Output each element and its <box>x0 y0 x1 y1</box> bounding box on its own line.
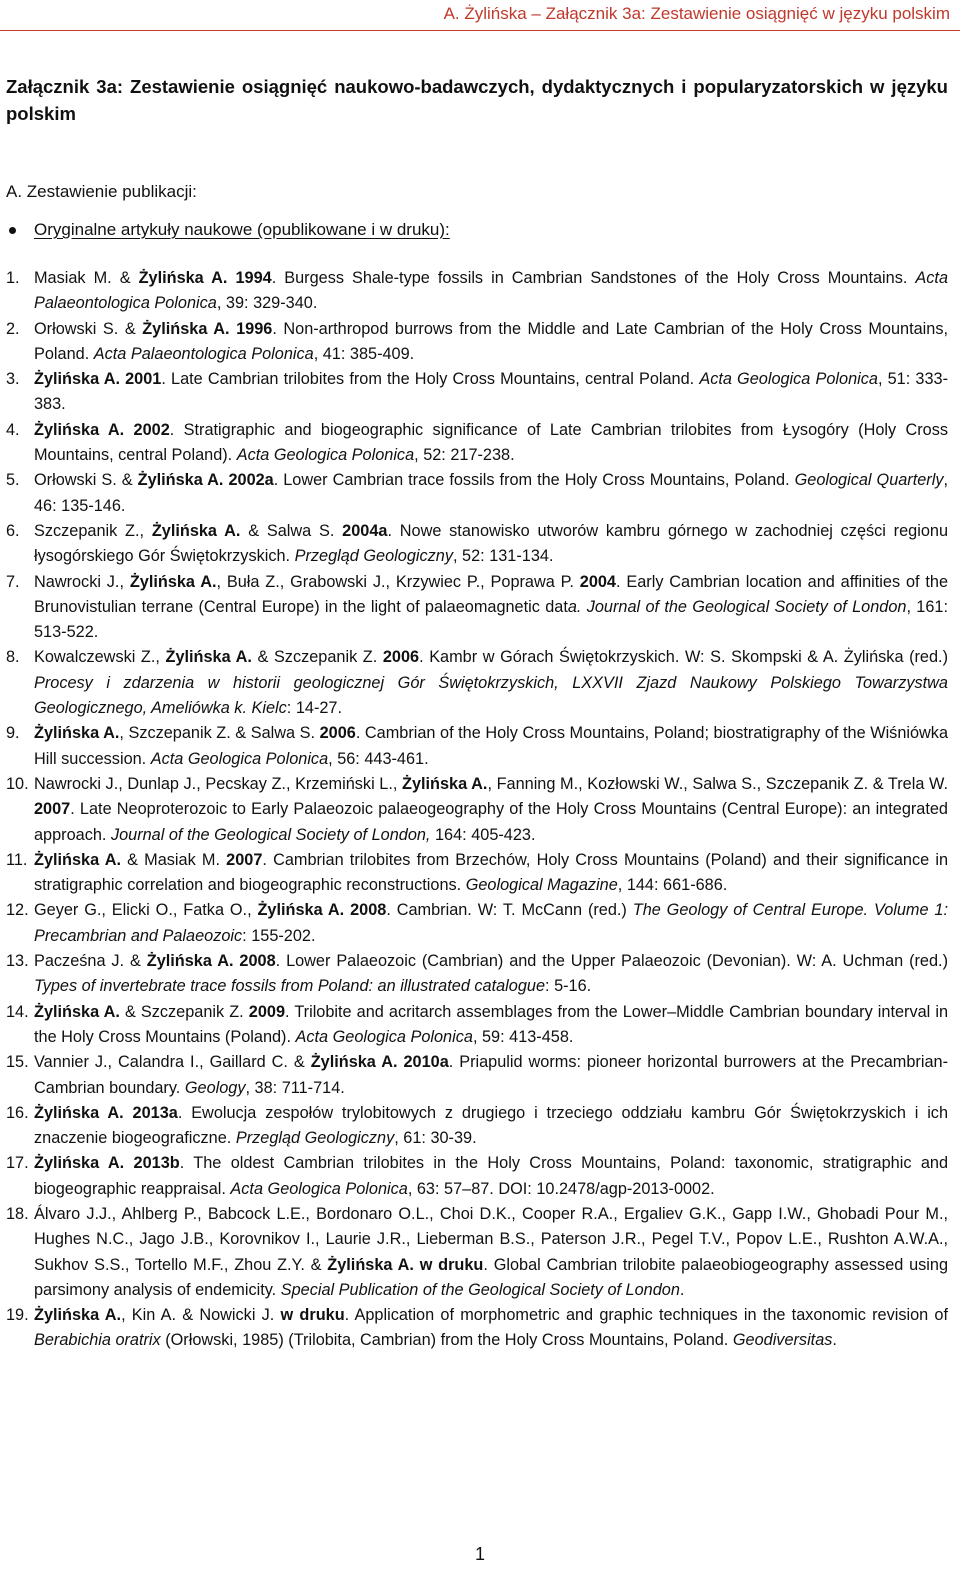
citation-segment: (Orłowski, 1985) (Trilobita, Cambrian) from the Holy Cross Mountains, Poland. <box>160 1331 733 1350</box>
publication-number: 11. <box>6 850 28 869</box>
citation-segment: , 39: 329-340. <box>216 294 318 313</box>
citation-segment: 2013b <box>133 1154 180 1173</box>
page-number: 1 <box>474 1544 485 1564</box>
citation-segment: Żylińska A. <box>129 572 217 591</box>
citation-segment: . Late Cambrian trilobites from the Holy Cross Mountains, central Poland. <box>161 370 700 389</box>
citation-segment: . Application of morphometric and graphic techniques in the taxonomic revision of <box>344 1306 948 1325</box>
publication-number: 8. <box>6 648 20 667</box>
publication-citation <box>34 1101 948 1152</box>
publication-item <box>6 848 948 899</box>
citation-segment: Acta Geologica Polonica <box>295 1027 473 1046</box>
citation-segment: 1996 <box>236 319 273 338</box>
citation-segment: . Cambrian of the Holy Cross Mountains, Poland; biostratigraphy of the Wiśniówka Hill succession. <box>34 724 949 768</box>
citation-segment: , 63: 57–87. DOI: 10.2478/agp-2013-0002. <box>407 1179 715 1198</box>
citation-segment: Żylińska A. <box>257 901 345 920</box>
citation-segment: , 144: 661-686. <box>617 876 728 895</box>
publication-citation <box>34 468 948 519</box>
publication-citation <box>34 367 948 418</box>
publication-item <box>6 1202 948 1303</box>
citation-segment: Żylińska A. <box>34 420 125 439</box>
citation-segment: 2004a <box>342 521 388 540</box>
publication-item <box>6 1151 948 1202</box>
publication-item <box>6 367 948 418</box>
citation-segment: . Ewolucja zespołów trylobitowych z drugiego i trzeciego oddziału kambru Gór Świętokrzyskich i ich znaczenie biogeograficzne. <box>34 1103 949 1148</box>
publication-number: 14. <box>6 1002 29 1021</box>
citation-segment: Żylińska A. <box>34 1154 125 1173</box>
publication-number: 7. <box>6 572 20 591</box>
citation-segment: . Early Cambrian location and affinities of the Brunovistulian terrane (Central Europe) in the light of palaeomagnetic dat <box>34 572 949 616</box>
publication-number: 1. <box>6 269 20 287</box>
citation-segment: . <box>832 1331 837 1350</box>
citation-segment: 2008 <box>239 952 276 971</box>
publication-number: 19. <box>6 1306 29 1325</box>
citation-segment: 2002a <box>228 471 274 490</box>
citation-segment: 2007 <box>226 850 263 869</box>
publication-number: 13. <box>6 952 29 971</box>
bullet-dot-icon <box>9 227 16 234</box>
citation-segment: Orłowski S. & <box>34 319 143 338</box>
publication-citation <box>34 1151 948 1202</box>
citation-segment: . Lower Cambrian trace fossils from the Holy Cross Mountains, Poland. <box>273 471 795 490</box>
citation-segment: Żylińska A. <box>34 1002 120 1021</box>
publication-citation <box>34 898 948 949</box>
citation-segment: , 161: 513-522. <box>34 597 948 642</box>
citation-segment: 2008 <box>350 901 387 920</box>
citation-segment <box>124 421 133 439</box>
publication-item <box>6 418 948 469</box>
citation-segment: Szczepanik Z., <box>34 521 152 540</box>
citation-segment: w druku <box>419 1255 484 1274</box>
citation-segment: Nawrocki J., <box>34 572 130 591</box>
publication-number: 6. <box>6 521 20 540</box>
citation-segment: Acta Geologica Polonica <box>230 1179 408 1198</box>
citation-segment: . Lower Palaeozoic (Cambrian) and the Upper Palaeozoic (Devonian). W: A. Uchman (red.) <box>275 952 948 971</box>
publication-number: 4. <box>6 420 20 439</box>
publication-item <box>6 468 948 519</box>
publication-number: 16. <box>6 1103 29 1122</box>
publication-item <box>6 519 948 570</box>
publication-item <box>6 721 948 772</box>
citation-segment: , 59: 413-458. <box>472 1027 574 1046</box>
citation-segment: , 51: 333-383. <box>34 370 948 414</box>
publication-item <box>6 1000 948 1051</box>
citation-segment: 164: 405-423. <box>430 825 536 844</box>
citation-segment: , Fanning M., Kozłowski W., Salwa S., Szczepanik Z. & Trela W. <box>487 774 949 793</box>
citation-segment: Przegląd Geologiczny <box>294 547 453 566</box>
citation-segment: Masiak M. & <box>34 269 139 287</box>
publication-item <box>6 645 948 721</box>
citation-segment: Acta Geologica Polonica <box>699 370 878 389</box>
citation-segment: Żylińska A. <box>142 319 230 338</box>
publication-citation <box>34 1202 948 1303</box>
publication-citation <box>34 317 948 368</box>
citation-segment: . Late Neoproterozoic to Early Palaeozoic palaeogeography of the Holy Cross Mountains (Central Europe): an integrated approach. <box>34 800 948 844</box>
citation-segment: Żylińska A. <box>327 1255 414 1274</box>
citation-segment: , 56: 443-461. <box>328 749 429 768</box>
publication-citation <box>34 570 948 646</box>
citation-segment: Special Publication of the Geological Society of London <box>280 1280 680 1299</box>
citation-segment: Types of invertebrate trace fossils from Poland: an illustrated catalogue <box>34 977 546 996</box>
citation-segment: 2001 <box>125 370 162 389</box>
citation-segment: & Salwa S. <box>240 521 343 540</box>
citation-segment: . <box>679 1280 685 1299</box>
citation-segment: Álvaro J.J., Ahlberg P., Babcock L.E., Bordonaro O.L., Choi D.K., Cooper R.A., Ergaliev G.K., Gapp I.W., Ghobadi Pour M., Hughes N.C., Jago J.B., Korovnikov I., Laurie J.R., Lieberman B.S., Paterson J.R., Pegel T.V., Popov L.E., Rushton A.W.A., Sukhov S.S., Tortello M.F., Zhou Z.Y. & <box>34 1204 948 1274</box>
citation-segment: Żylińska A. <box>34 850 121 869</box>
publication-citation <box>34 1050 948 1101</box>
citation-segment: Żylińska A. <box>310 1053 398 1072</box>
citation-segment: Żylińska A. <box>165 648 252 667</box>
citation-segment: Acta Palaeontologica Polonica <box>93 344 314 363</box>
publication-item <box>6 1050 948 1101</box>
publication-item <box>6 570 948 646</box>
citation-segment: . Stratigraphic and biogeographic significance of Late Cambrian trilobites from Łysogóry (Holy Cross Mountains, central Poland). <box>34 420 948 465</box>
citation-segment: , 41: 385-409. <box>313 344 415 363</box>
citation-segment: : 14-27. <box>286 699 342 718</box>
citation-segment: Geodiversitas <box>732 1331 833 1350</box>
citation-segment: , 61: 30-39. <box>394 1129 477 1148</box>
publication-citation <box>34 1303 948 1354</box>
citation-segment: , 38: 711-714. <box>245 1078 345 1097</box>
citation-segment: . Trilobite and acritarch assemblages from the Lower–Middle Cambrian boundary interval in the Holy Cross Mountains (Poland). <box>34 1002 949 1046</box>
citation-segment: 2013a <box>132 1103 178 1122</box>
citation-segment: Żylińska A. <box>34 1103 124 1122</box>
citation-segment: Żylińska A. <box>34 1306 122 1325</box>
citation-segment: , 46: 135-146. <box>34 471 949 515</box>
publication-item <box>6 1303 948 1354</box>
citation-segment: w druku <box>280 1306 345 1325</box>
citation-segment: 2002 <box>133 420 170 439</box>
publication-number: 5. <box>6 471 20 490</box>
citation-segment: . Nowe stanowisko utworów kambru górnego w zachodniej części regionu łysogórskiego Gór Świętokrzyskich. <box>34 521 948 566</box>
citation-segment: . Cambrian trilobites from Brzechów, Holy Cross Mountains (Poland) and their significance in stratigraphic correlation and biogeographic reconstructions. <box>34 850 948 895</box>
citation-segment: : 5-16. <box>545 977 592 996</box>
citation-segment: , Szczepanik Z. & Salwa S. <box>119 724 320 743</box>
publication-citation <box>34 1000 948 1051</box>
publication-citation <box>34 721 948 772</box>
citation-segment: 2007 <box>34 800 71 819</box>
citation-segment: Acta Geologica Polonica <box>150 749 329 768</box>
citation-segment: . Priapulid worms: pioneer horizontal burrowers at the Precambrian-Cambrian boundary. <box>34 1053 948 1097</box>
publication-citation <box>34 266 948 317</box>
citation-segment: Żylińska A. <box>138 269 228 287</box>
document-title: Załącznik 3a: Zestawienie osiągnięć naukowo-badawczych, dydaktycznych i popularyzatorskich w języku polskim <box>6 76 948 124</box>
citation-segment: Żylińska A. <box>151 521 241 540</box>
citation-segment: , Kin A. & Nowicki J. <box>121 1306 281 1325</box>
citation-segment: 1994 <box>235 269 272 287</box>
citation-segment: Żylińska A. <box>34 724 120 743</box>
citation-segment: Acta Geologica Polonica <box>236 446 415 465</box>
publication-number: 12. <box>6 901 29 920</box>
citation-segment: & Szczepanik Z. <box>119 1002 249 1021</box>
citation-segment: 2006 <box>319 724 356 743</box>
citation-segment: Procesy i zdarzenia w historii geologicznej Gór Świętokrzyskich, LXXVII Zjazd Naukowy Polskiego Towarzystwa Geologicznego, Ameliówka k. Kielc <box>34 673 948 718</box>
citation-segment: Kowalczewski Z., <box>34 648 166 667</box>
citation-segment: . Kambr w Górach Świętokrzyskich. W: S. Skompski & A. Żylińska (red.) <box>419 648 948 667</box>
citation-segment: Berabichia oratrix <box>34 1331 161 1350</box>
publication-number: 3. <box>6 370 20 389</box>
citation-segment: a. Journal of the Geological Society of London <box>567 597 907 616</box>
citation-segment: 2009 <box>248 1002 286 1021</box>
citation-segment: . Non-arthropod burrows from the Middle and Late Cambrian of the Holy Cross Mountains, Poland. <box>34 319 949 363</box>
section-heading: A. Zestawienie publikacji: <box>6 182 197 201</box>
publication-citation <box>34 418 948 469</box>
publication-item <box>6 266 948 317</box>
citation-segment <box>124 1154 133 1172</box>
publication-number: 17. <box>6 1154 29 1173</box>
publication-item <box>6 1101 948 1152</box>
publication-number: 9. <box>6 724 20 743</box>
citation-segment: . Cambrian. W: T. McCann (red.) <box>386 901 633 920</box>
citation-segment: : 155-202. <box>242 926 316 945</box>
publication-number: 15. <box>6 1053 29 1072</box>
bullet-item <box>6 218 450 242</box>
citation-segment: Żylińska A. <box>34 370 120 389</box>
citation-segment: Przegląd Geologiczny <box>235 1129 395 1148</box>
publication-number: 10. <box>6 774 29 793</box>
citation-segment: The Geology of Central Europe. Volume 1: Precambrian and Palaeozoic <box>34 901 949 945</box>
publication-number: 18. <box>6 1204 29 1223</box>
citation-segment: Vannier J., Calandra I., Gaillard C. & <box>34 1053 311 1072</box>
publication-citation <box>34 519 948 570</box>
publication-item <box>6 949 948 1000</box>
citation-segment: 2006 <box>382 648 420 667</box>
publication-list <box>6 266 948 1354</box>
citation-segment: Żylińska A. <box>137 471 224 490</box>
citation-segment: 2004 <box>579 572 616 591</box>
citation-segment: , Buła Z., Grabowski J., Krzywiec P., Poprawa P. <box>216 572 580 591</box>
citation-segment: & Szczepanik Z. <box>251 648 383 667</box>
publication-item <box>6 898 948 949</box>
publication-citation <box>34 772 948 848</box>
citation-segment: , 52: 131-134. <box>452 547 554 566</box>
citation-segment: Journal of the Geological Society of London, <box>110 825 431 844</box>
citation-segment: Żylińska A. <box>146 952 234 971</box>
citation-segment: & Masiak M. <box>121 850 227 869</box>
citation-segment: , 52: 217-238. <box>414 446 515 465</box>
citation-segment: Geological Magazine <box>465 876 618 895</box>
citation-segment: Żylińska A. <box>402 774 488 793</box>
citation-segment: Orłowski S. & <box>34 471 138 490</box>
bullet-label: Oryginalne artykuły naukowe (opublikowane i w druku): <box>34 220 450 239</box>
running-header: A. Żylińska – Załącznik 3a: Zestawienie osiągnięć w języku polskim <box>443 4 950 23</box>
citation-segment: 2010a <box>403 1053 449 1072</box>
publication-number: 2. <box>6 319 20 338</box>
citation-segment: Acta Palaeontologica Polonica <box>34 269 949 313</box>
citation-segment: Geyer G., Elicki O., Fatka O., <box>34 901 258 920</box>
citation-segment <box>124 1104 133 1122</box>
header-rule <box>0 30 960 31</box>
citation-segment: Nawrocki J., Dunlap J., Pecskay Z., Krzemiński L., <box>34 774 402 793</box>
publication-item <box>6 317 948 368</box>
publication-citation <box>34 848 948 899</box>
citation-segment: Geology <box>184 1078 246 1097</box>
citation-segment: . The oldest Cambrian trilobites in the Holy Cross Mountains, Poland: taxonomic, stratigraphic and biogeographic reappraisal. <box>34 1154 948 1198</box>
publication-item <box>6 772 948 848</box>
citation-segment: Geological Quarterly <box>794 471 944 490</box>
citation-segment: . Burgess Shale-type fossils in Cambrian Sandstones of the Holy Cross Mountains. <box>271 269 916 287</box>
publication-citation <box>34 949 948 1000</box>
citation-segment: Pacześna J. & <box>34 952 147 971</box>
publication-citation <box>34 645 948 721</box>
citation-segment: . Global Cambrian trilobite palaeobiogeography assessed using parsimony analysis of endemicity. <box>34 1255 949 1299</box>
